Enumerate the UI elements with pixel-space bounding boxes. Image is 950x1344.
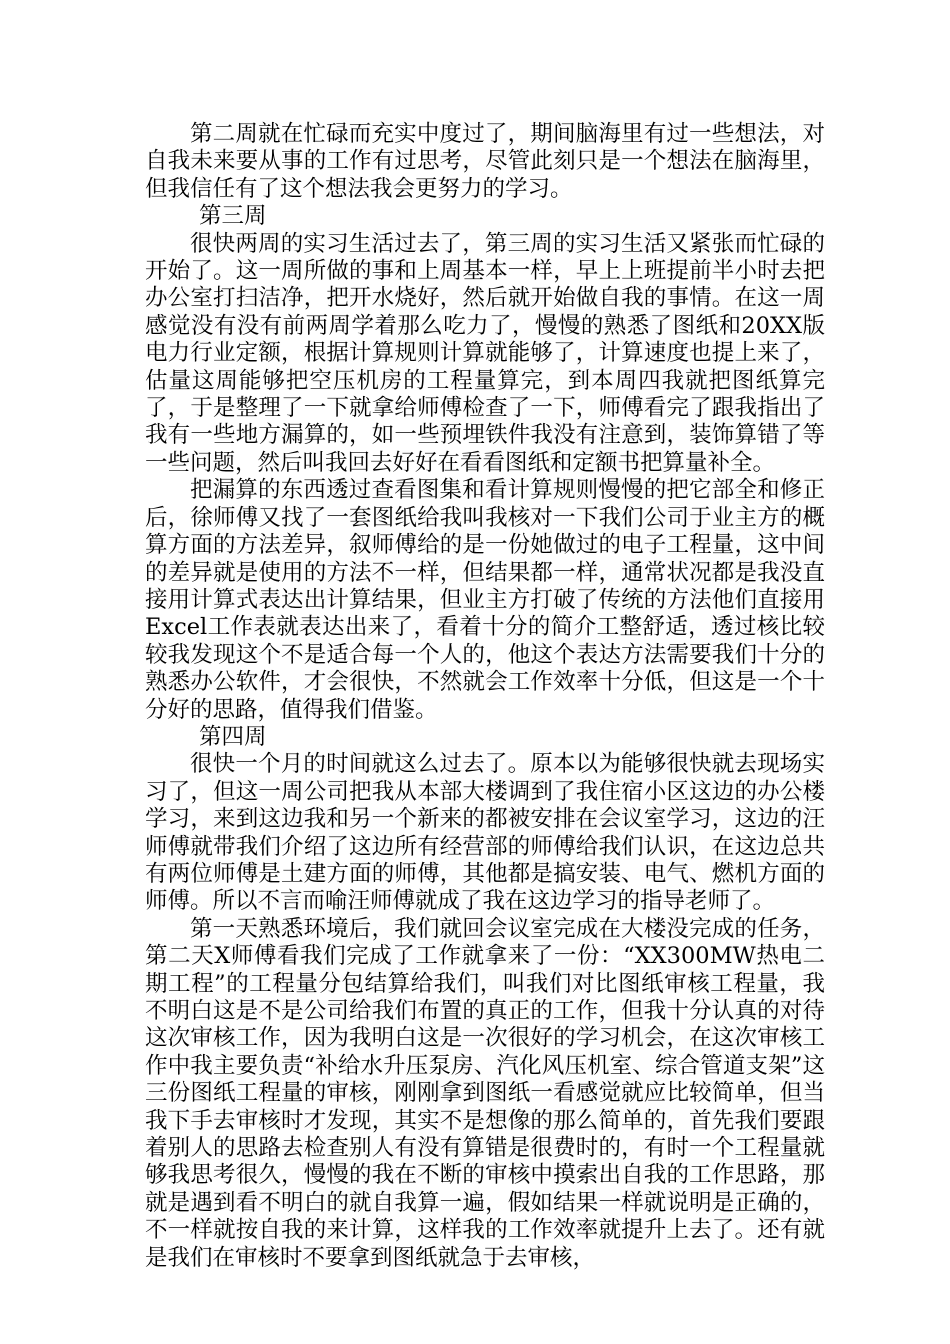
- document-body: [145, 121, 825, 1272]
- paragraph-week2-summary: 第二周就在忙碌而充实中度过了，期间脑海里有过一些想法，对自我未来要从事的工作有过思考，尽管此刻只是一个想法在脑海里，但我信任有了这个想法我会更努力的学习。: [145, 121, 825, 202]
- heading-week4: 第四周: [199, 723, 267, 750]
- paragraph-week3-comparison: 把漏算的东西透过查看图集和看计算规则慢慢的把它部全和修正后，徐师傅又找了一套图纸给我叫我核对一下我们公司于业主方的概算方面的方法差异，叙师傅给的是一份她做过的电子工程量，这中间的差异就是使用的方法不一样，但结果都一样，通常状况都是我没直接用计算式表达出计算结果，但业主方打破了传统的方法他们直接用Excel工作表就表达出来了，看着十分的简介工整舒适，透过核比较较我发现这个不是适合每一个人的，他这个表达方法需要我们十分的熟悉办公软件，才会很快，不然就会工作效率十分低，但这是一个十分好的思路，值得我们借鉴。: [145, 477, 825, 723]
- paragraph-week4-audit: 第一天熟悉环境后，我们就回会议室完成在大楼没完成的任务，第二天X师傅看我们完成了工作就拿来了一份：“XX300MW热电二期工程”的工程量分包结算给我们，叫我们对比图纸审核工程量，我不明白这是不是公司给我们布置的真正的工作，但我十分认真的对待这次审核工作，因为我明白这是一次很好的学习机会，在这次审核工作中我主要负责“补给水升压泵房、汽化风压机室、综合管道支架”这三份图纸工程量的审核，刚刚拿到图纸一看感觉就应比较简单，但当我下手去审核时才发现，其实不是想像的那么简单的，首先我们要跟着别人的思路去检查别人有没有算错是很费时的，有时一个工程量就够我思考很久，慢慢的我在不断的审核中摸索出自我的工作思路，那就是遇到看不明白的就自我算一遍，假如结果一样就说明是正确的，不一样就按自我的来计算，这样我的工作效率就提升上去了。还有就是我们在审核时不要拿到图纸就急于去审核，: [145, 915, 825, 1271]
- paragraph-week4-relocation: 很快一个月的时间就这么过去了。原本以为能够很快就去现场实习了，但这一周公司把我从本部大楼调到了我住宿小区这边的办公楼学习，来到这边我和另一个新来的都被安排在会议室学习，这边的汪师傅就带我们介绍了这边所有经营部的师傅给我们认识，在这边总共有两位师傅是土建方面的师傅，其他都是搞安装、电气、燃机方面的师傅。所以不言而喻汪师傅就成了我在这边学习的指导老师了。: [145, 751, 825, 915]
- heading-week3: 第三周: [199, 203, 267, 230]
- paragraph-week3-work: 很快两周的实习生活过去了，第三周的实习生活又紧张而忙碌的开始了。这一周所做的事和上周基本一样，早上上班提前半小时去把办公室打扫洁净，把开水烧好，然后就开始做自我的事情。在这一周感觉没有没有前两周学着那么吃力了，慢慢的熟悉了图纸和20XX版电力行业定额，根据计算规则计算就能够了，计算速度也提上来了，估量这周能够把空压机房的工程量算完，到本周四我就把图纸算完了，于是整理了一下就拿给师傅检查了一下，师傅看完了跟我指出了我有一些地方漏算的，如一些预埋铁件我没有注意到，装饰算错了等一些问题，然后叫我回去好好在看看图纸和定额书把算量补全。: [145, 230, 825, 476]
